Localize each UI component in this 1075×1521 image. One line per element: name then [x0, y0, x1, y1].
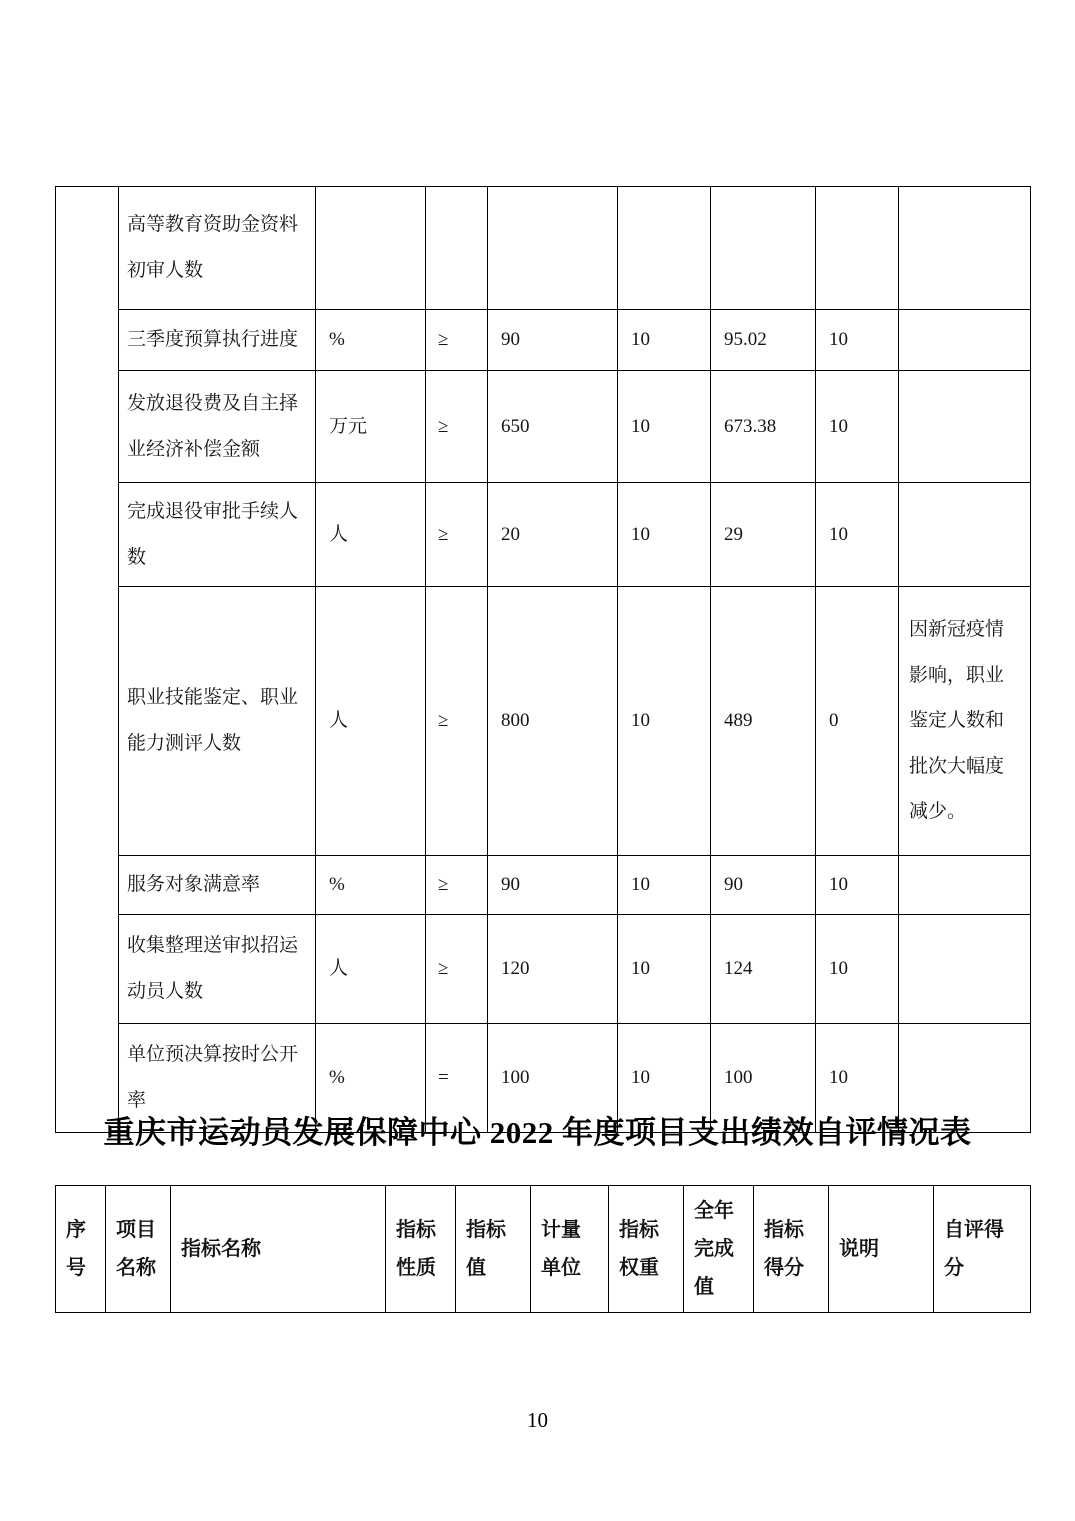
- header-indicator-name: 指标名称: [171, 1186, 386, 1313]
- header-self-score: 自评得分: [934, 1186, 1031, 1313]
- target-value-cell: 650: [488, 371, 618, 483]
- table-row: [56, 371, 1031, 483]
- indicator-name-cell: 收集整理送审拟招运动员人数: [119, 915, 316, 1024]
- header-measure-unit: 计量单位: [531, 1186, 609, 1313]
- header-annual-completion: 全年完成值: [684, 1186, 754, 1313]
- unit-cell: %: [316, 310, 426, 371]
- target-value-cell: 20: [488, 483, 618, 587]
- weight-cell: 10: [618, 310, 711, 371]
- unit-cell: %: [316, 856, 426, 915]
- header-indicator-score: 指标得分: [754, 1186, 829, 1313]
- comparator-cell: ≥: [426, 483, 488, 587]
- score-cell: 10: [816, 371, 899, 483]
- note-cell: [899, 856, 1031, 915]
- table-row: [56, 587, 1031, 856]
- header-indicator-nature: 指标性质: [386, 1186, 456, 1313]
- weight-cell: 10: [618, 915, 711, 1024]
- comparator-cell: =: [426, 1024, 488, 1133]
- category-merged-cell: [56, 187, 119, 1133]
- table-row: [56, 856, 1031, 915]
- comparator-cell: [426, 187, 488, 310]
- score-cell: 10: [816, 915, 899, 1024]
- comparator-cell: ≥: [426, 856, 488, 915]
- document-title: 重庆市运动员发展保障中心 2022 年度项目支出绩效自评情况表: [103, 1115, 972, 1150]
- note-cell: [899, 483, 1031, 587]
- header-seq-number: 序号: [56, 1186, 106, 1313]
- comparator-cell: ≥: [426, 310, 488, 371]
- target-value-cell: 90: [488, 856, 618, 915]
- target-value-cell: [488, 187, 618, 310]
- actual-value-cell: 673.38: [711, 371, 816, 483]
- header-project-name: 项目名称: [106, 1186, 171, 1313]
- weight-cell: 10: [618, 371, 711, 483]
- weight-cell: 10: [618, 587, 711, 856]
- score-cell: 10: [816, 1024, 899, 1133]
- comparator-cell: ≥: [426, 915, 488, 1024]
- note-cell: [899, 915, 1031, 1024]
- weight-cell: 10: [618, 1024, 711, 1133]
- header-row: [56, 1186, 1031, 1313]
- page-number: 10: [527, 1408, 548, 1432]
- indicator-name-cell: 三季度预算执行进度: [119, 310, 316, 371]
- actual-value-cell: 124: [711, 915, 816, 1024]
- header-indicator-weight: 指标权重: [609, 1186, 684, 1313]
- note-cell: 因新冠疫情影响，职业鉴定人数和批次大幅度减少。: [899, 587, 1031, 856]
- table-row: [56, 187, 1031, 310]
- header-note: 说明: [829, 1186, 934, 1313]
- score-cell: 10: [816, 310, 899, 371]
- unit-cell: [316, 187, 426, 310]
- indicator-name-cell: 高等教育资助金资料初审人数: [119, 187, 316, 310]
- weight-cell: 10: [618, 483, 711, 587]
- unit-cell: 人: [316, 587, 426, 856]
- indicator-name-cell: 完成退役审批手续人数: [119, 483, 316, 587]
- target-value-cell: 120: [488, 915, 618, 1024]
- table-row: [56, 915, 1031, 1024]
- score-cell: 10: [816, 483, 899, 587]
- indicator-name-cell: 职业技能鉴定、职业能力测评人数: [119, 587, 316, 856]
- indicator-name-cell: 服务对象满意率: [119, 856, 316, 915]
- target-value-cell: 100: [488, 1024, 618, 1133]
- unit-cell: %: [316, 1024, 426, 1133]
- note-cell: [899, 310, 1031, 371]
- actual-value-cell: 90: [711, 856, 816, 915]
- actual-value-cell: 29: [711, 483, 816, 587]
- weight-cell: 10: [618, 856, 711, 915]
- score-cell: 10: [816, 856, 899, 915]
- actual-value-cell: 489: [711, 587, 816, 856]
- header-indicator-value: 指标值: [456, 1186, 531, 1313]
- actual-value-cell: [711, 187, 816, 310]
- score-cell: 0: [816, 587, 899, 856]
- unit-cell: 人: [316, 915, 426, 1024]
- indicator-name-cell: 发放退役费及自主择业经济补偿金额: [119, 371, 316, 483]
- unit-cell: 万元: [316, 371, 426, 483]
- performance-selfcheck-table: [55, 186, 1031, 1133]
- note-cell: [899, 371, 1031, 483]
- table-row: [56, 483, 1031, 587]
- score-cell: [816, 187, 899, 310]
- comparator-cell: ≥: [426, 371, 488, 483]
- project-expenditure-table: [55, 1185, 1031, 1313]
- actual-value-cell: 95.02: [711, 310, 816, 371]
- target-value-cell: 800: [488, 587, 618, 856]
- indicator-name-cell: 单位预决算按时公开率: [119, 1024, 316, 1133]
- note-cell: [899, 187, 1031, 310]
- weight-cell: [618, 187, 711, 310]
- actual-value-cell: 100: [711, 1024, 816, 1133]
- comparator-cell: ≥: [426, 587, 488, 856]
- target-value-cell: 90: [488, 310, 618, 371]
- unit-cell: 人: [316, 483, 426, 587]
- table-row: [56, 310, 1031, 371]
